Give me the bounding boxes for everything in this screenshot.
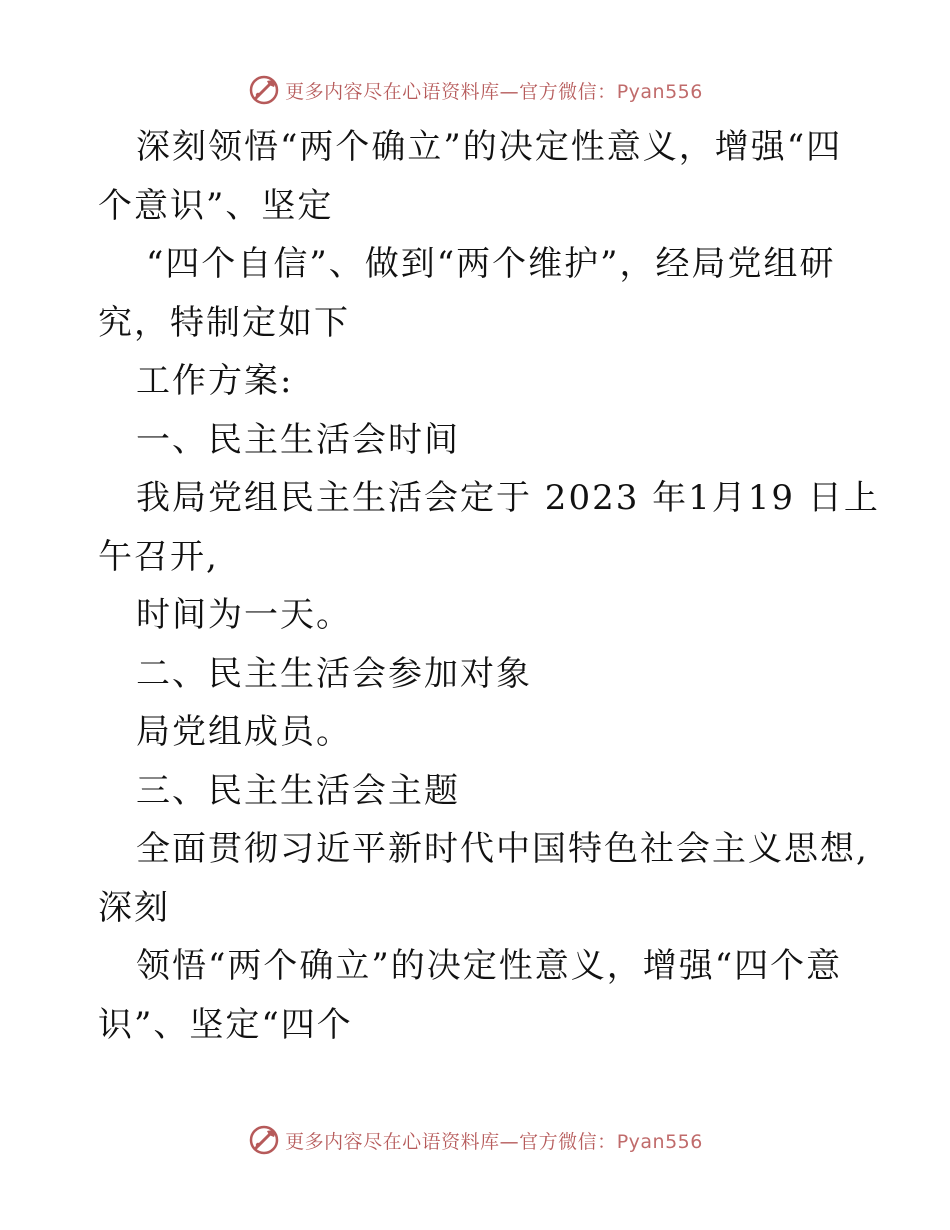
banner-wechat-id: Pyan556 xyxy=(616,80,703,103)
text-line: 时间为一天。 xyxy=(136,595,352,635)
banner-site-text: 更多内容尽在心语资料库 xyxy=(285,1130,500,1153)
footer-banner xyxy=(0,1120,950,1160)
text-line: 工作方案: xyxy=(136,361,294,401)
banner-site-text: 更多内容尽在心语资料库 xyxy=(285,80,500,103)
text-line: 深刻领悟“两个确立”的决定性意义，增强“四 xyxy=(136,127,843,167)
text-line: 全面贯彻习近平新时代中国特色社会主义思想, xyxy=(136,829,869,869)
text-line: 深刻 xyxy=(98,887,170,928)
section-heading: 一、民主生活会时间 xyxy=(136,419,460,460)
banner-separator: — xyxy=(499,80,520,103)
banner-wechat-label: 官方微信： xyxy=(519,80,617,103)
text-line: 识”、坚定“四个 xyxy=(98,1004,353,1045)
text-line: 局党组成员。 xyxy=(136,712,352,752)
text-line: 领悟“两个确立”的决定性意义，增强“四个意 xyxy=(136,946,843,986)
text-line: 午召开, xyxy=(98,536,219,577)
quill-seal-icon xyxy=(247,73,281,107)
quill-seal-icon xyxy=(247,1123,281,1157)
banner-wechat-label: 官方微信： xyxy=(519,1130,617,1153)
text-line: 究，特制定如下 xyxy=(98,302,350,343)
text-line: 我局党组民主生活会定于 2023 年1月19 日上 xyxy=(136,478,880,518)
section-heading: 二、民主生活会参加对象 xyxy=(136,653,532,694)
text-line: 个意识”、坚定 xyxy=(98,185,334,226)
banner-separator: — xyxy=(499,1130,520,1153)
document-body xyxy=(98,118,880,1054)
section-heading: 三、民主生活会主题 xyxy=(136,770,460,811)
header-banner xyxy=(0,70,950,110)
text-line: “四个自信”、做到“两个维护”，经局党组研 xyxy=(146,244,836,284)
banner-wechat-id: Pyan556 xyxy=(616,1130,703,1153)
